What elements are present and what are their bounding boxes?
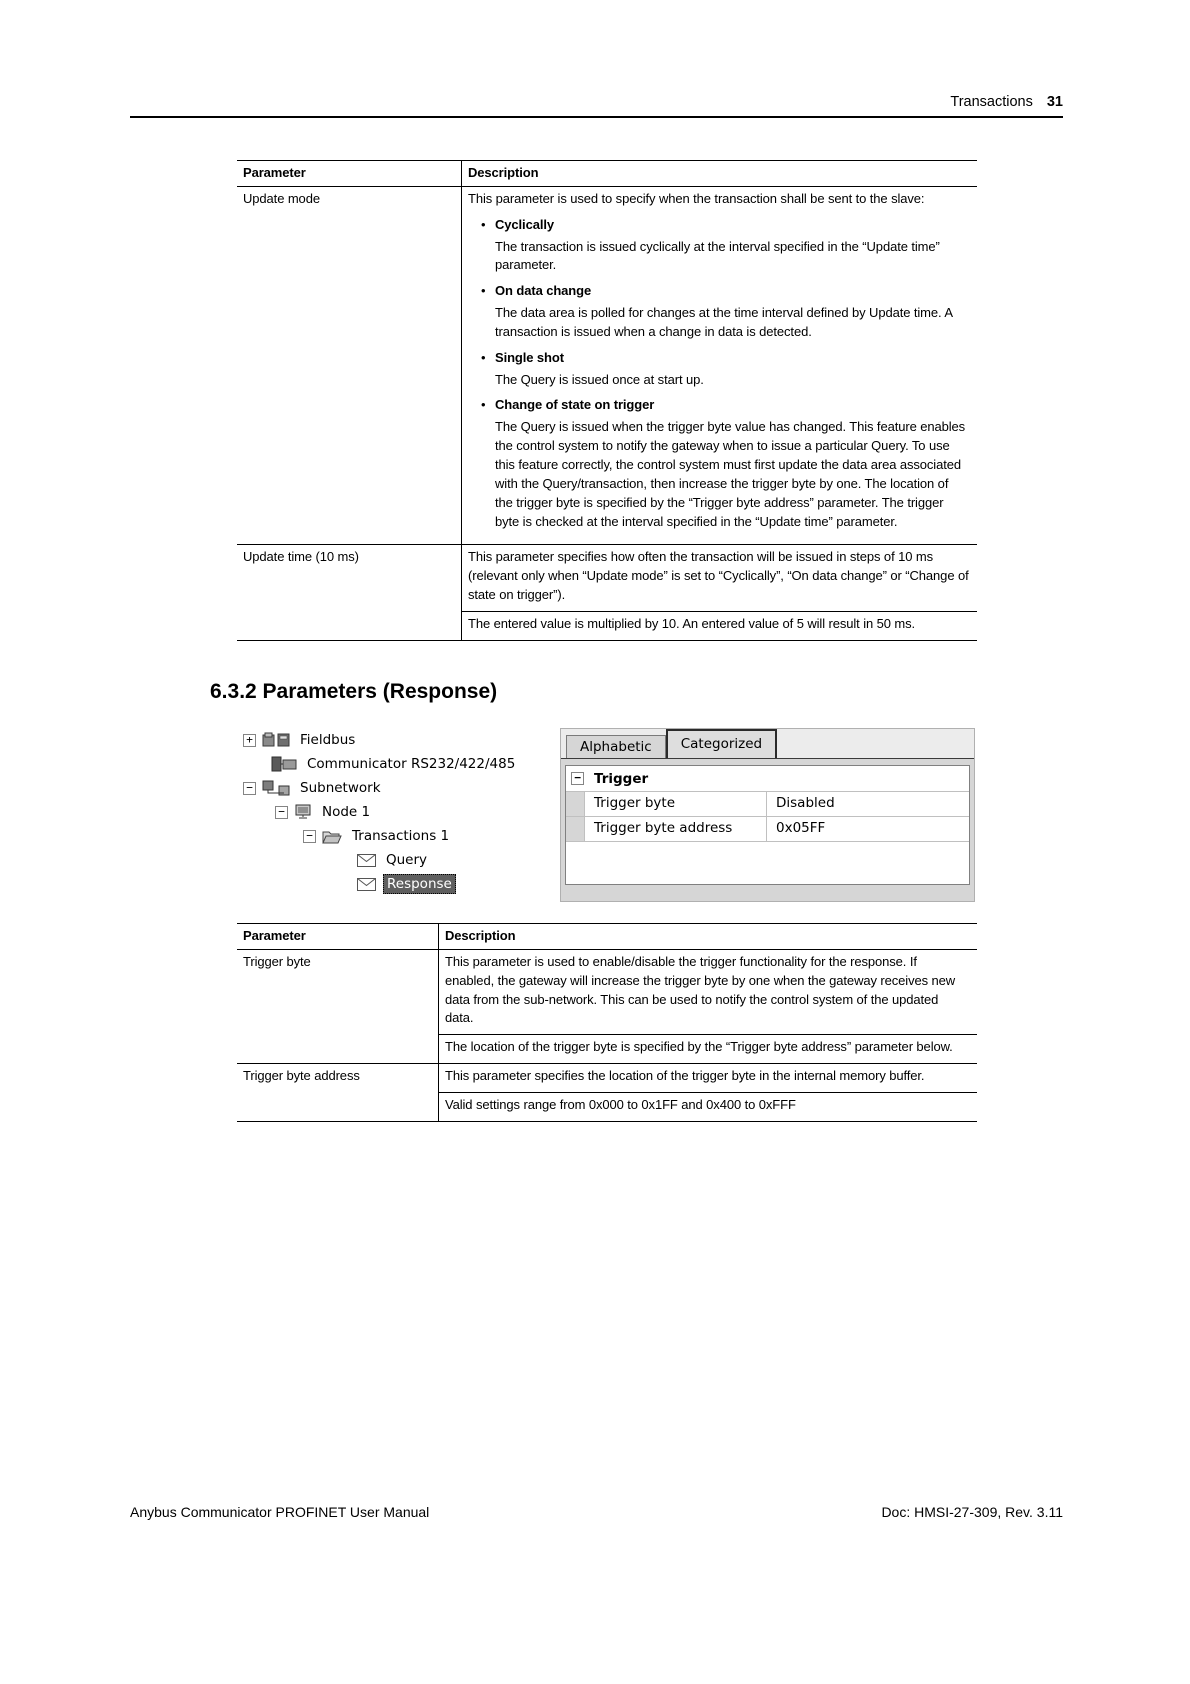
query-envelope-icon [357, 854, 376, 867]
header-rule [130, 116, 1063, 118]
bullet-body: The Query is issued once at start up. [495, 371, 704, 387]
tree-item-response[interactable] [237, 872, 552, 896]
param-description [461, 545, 977, 639]
parameters-table-update [237, 160, 977, 641]
tree-item-communicator[interactable] [237, 752, 552, 776]
description-paragraph: This parameter specifies the location of the trigger byte in the internal memory buffer. [445, 1068, 925, 1084]
bullet-body: The Query is issued when the trigger byte value has changed. This feature enables the control system to notify the gateway when to issue a particular Query. To use this feature correctly, the control system must first update the data area associated with the Query/transaction, then increase the trigger byte by one. The location of the trigger byte is specified by the “Trigger byte address” parameter. The trigger byte is checked at the interval specified in the “Update time” parameter. [495, 419, 966, 529]
subnetwork-icon [262, 780, 290, 796]
property-grid [565, 765, 970, 885]
bullet-title: On data change [495, 283, 592, 299]
property-name: Trigger byte [585, 792, 767, 816]
category-label: Trigger [594, 770, 649, 787]
property-value[interactable]: 0x05FF [776, 820, 826, 836]
table-row-trigger-byte [237, 950, 977, 1064]
parameters-table-response [237, 923, 977, 1122]
property-name: Trigger byte address [585, 817, 767, 841]
page-number: 31 [1046, 94, 1063, 110]
tree-item-label: Node 1 [322, 804, 371, 820]
bullet-body: The transaction is issued cyclically at the interval specified in the “Update time” parameter. [495, 238, 940, 273]
param-description [461, 187, 977, 545]
transactions-folder-icon [322, 829, 342, 844]
bullet-title: Cyclically [495, 216, 554, 232]
bullet-title: Single shot [495, 349, 564, 365]
col-header-description: Description [461, 161, 977, 186]
table-header-row [237, 161, 977, 187]
grid-gutter [566, 792, 585, 816]
footer-manual-title: Anybus Communicator PROFINET User Manual [130, 1504, 430, 1520]
footer-doc-reference: Doc: HMSI-27-309, Rev. 3.11 [881, 1504, 1063, 1520]
description-paragraph: The location of the trigger byte is specified by the “Trigger byte address” parameter below. [439, 1034, 977, 1063]
category-row-trigger[interactable] [566, 766, 969, 792]
table-row-update-mode [237, 187, 977, 546]
section-heading: 6.3.2 Parameters (Response) [210, 680, 498, 703]
tree-item-label: Subnetwork [300, 780, 381, 796]
table-row-update-time [237, 545, 977, 640]
list-item [468, 349, 969, 390]
tree-item-label: Communicator RS232/422/485 [307, 756, 516, 772]
description-intro: This parameter is used to specify when the transaction shall be sent to the slave: [468, 190, 925, 206]
bullet-icon: • [481, 216, 486, 232]
col-header-parameter: Parameter [243, 165, 306, 180]
tab-alphabetic[interactable]: Alphabetic [566, 735, 666, 758]
param-description [438, 950, 977, 1063]
page-footer [130, 1504, 1063, 1520]
collapse-minus-icon[interactable]: − [275, 806, 288, 819]
running-header [130, 94, 1063, 110]
param-name: Trigger byte [243, 953, 311, 969]
list-item [468, 396, 969, 531]
list-item [468, 282, 969, 342]
property-value[interactable]: Disabled [776, 795, 835, 811]
collapse-minus-icon[interactable]: − [303, 830, 316, 843]
property-row-trigger-byte-address[interactable] [566, 817, 969, 842]
tab-categorized[interactable]: Categorized [666, 729, 777, 758]
collapse-minus-icon[interactable]: − [571, 772, 584, 785]
param-name: Trigger byte address [243, 1068, 360, 1084]
col-header-parameter: Parameter [243, 928, 306, 943]
tree-item-label: Transactions 1 [352, 828, 450, 844]
param-description [438, 1064, 977, 1121]
bullet-title: Change of state on trigger [495, 397, 655, 413]
param-name: Update time (10 ms) [243, 549, 359, 565]
property-panel-tabs [561, 729, 974, 759]
property-panel [560, 728, 975, 902]
tree-item-subnetwork[interactable] [237, 776, 552, 800]
grid-gutter [566, 817, 585, 841]
node-icon [294, 804, 312, 820]
param-name: Update mode [243, 190, 320, 206]
config-tool-screenshot [237, 726, 977, 910]
expand-plus-icon[interactable]: + [243, 734, 256, 747]
description-paragraph: Valid settings range from 0x000 to 0x1FF and 0x400 to 0xFFF [439, 1092, 977, 1121]
tree-item-transactions-1[interactable] [237, 824, 552, 848]
response-envelope-icon [357, 878, 376, 891]
tree-item-label-selected: Response [383, 874, 456, 894]
property-row-trigger-byte[interactable] [566, 792, 969, 817]
running-header-section: Transactions [950, 94, 1033, 110]
tree-item-node-1[interactable] [237, 800, 552, 824]
table-row-trigger-byte-address [237, 1064, 977, 1122]
communicator-icon [271, 756, 297, 772]
bullet-icon: • [481, 397, 486, 413]
bullet-body: The data area is polled for changes at the time interval defined by Update time. A transaction is issued when a change in data is detected. [495, 305, 953, 339]
description-paragraph: This parameter is used to enable/disable the trigger functionality for the response. If enabled, the gateway will increase the trigger byte by one when the gateway receives new data from the sub-network. This can be used to notify the control system of the updated data. [445, 953, 956, 1026]
tree-item-query[interactable] [237, 848, 552, 872]
tree-item-label: Query [386, 852, 428, 868]
tree-item-label: Fieldbus [300, 732, 356, 748]
description-paragraph: This parameter specifies how often the transaction will be issued in steps of 10 ms (relevant only when “Update mode” is set to “Cyclically”, “On data change” or “Change of state on trigger”). [468, 549, 969, 603]
table-header-row [237, 924, 977, 950]
bullet-icon: • [481, 283, 486, 299]
list-item [468, 216, 969, 276]
description-paragraph: The entered value is multiplied by 10. An entered value of 5 will result in 50 ms. [462, 611, 977, 640]
bullet-icon: • [481, 349, 486, 365]
col-header-description: Description [438, 924, 977, 949]
project-tree [237, 728, 552, 896]
fieldbus-icon [262, 732, 290, 748]
collapse-minus-icon[interactable]: − [243, 782, 256, 795]
tree-item-fieldbus[interactable] [237, 728, 552, 752]
